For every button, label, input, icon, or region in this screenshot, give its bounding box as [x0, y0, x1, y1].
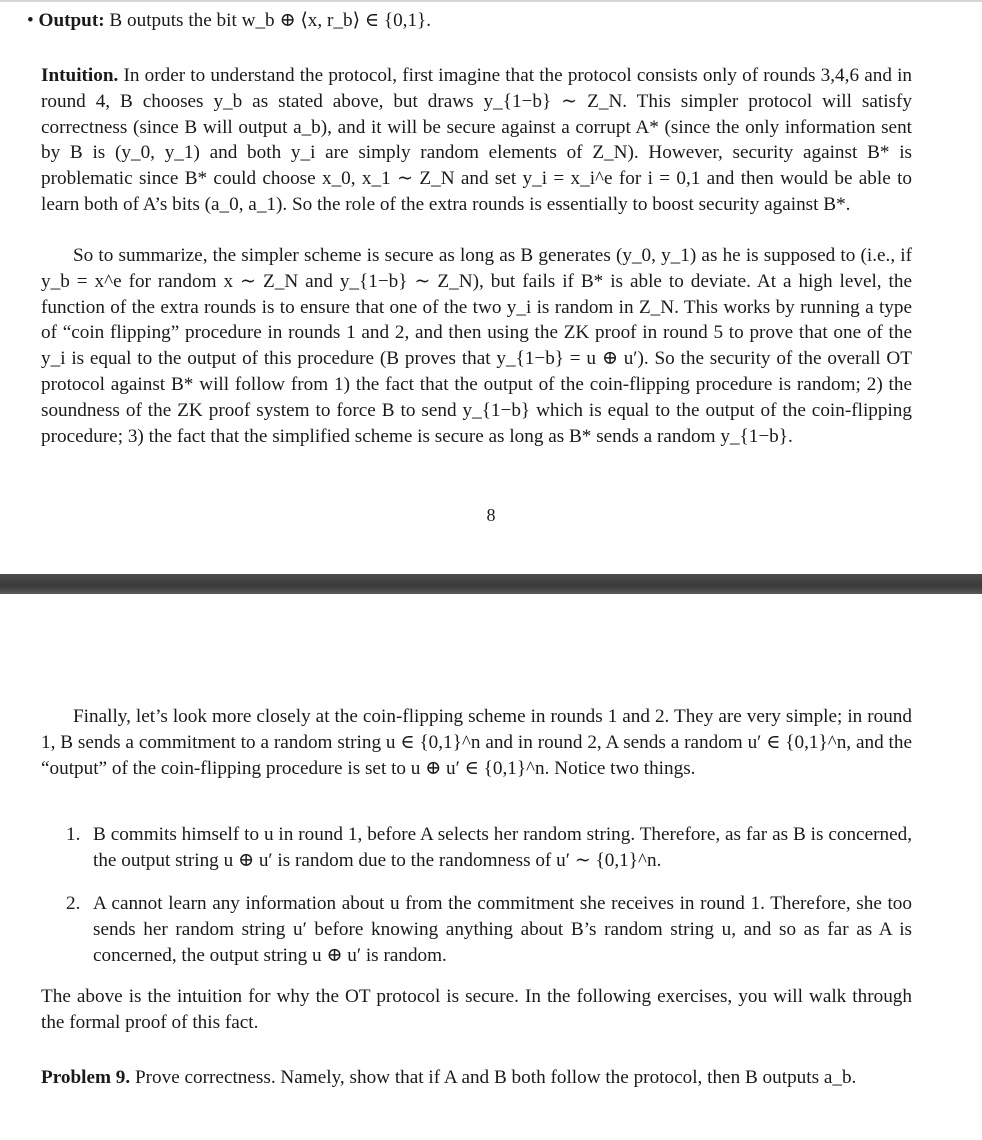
summary-text: So to summarize, the simpler scheme is secure as long as B generates (y_0, y_1) as he is supposed to (i.e., if y_b = x^e for random x ∼ Z_N and y_{1−b} ∼ Z_N), but fails if B* is able to deviate. At a high level, the function of the extra rounds is to ensure that one of the two y_i is random in Z_N. This works by running a type of “coin flipping” procedure in rounds 1 and 2, and then using the ZK proof in round 5 to prove that one of the y_i is equal to the output of this procedure (B proves that y_{1−b} = u ⊕ u′). So the security of the overall OT protocol against B* will follow from 1) the fact that the output of the coin-flipping procedure is random; 2) the soundness of the ZK proof system to force B to send y_{1−b} which is equal to the output of the coin-flipping procedure; 3) the fact that the simplified scheme is secure as long as B* sends a random y_{1−b}.	[41, 245, 912, 447]
page-separator	[0, 574, 982, 594]
output-text: B outputs the bit w_b ⊕ ⟨x, r_b⟩ ∈ {0,1}.	[109, 10, 432, 31]
intuition-label: Intuition.	[41, 65, 119, 86]
list-item	[66, 822, 912, 874]
bullet-icon: •	[27, 10, 34, 31]
closing-paragraph	[41, 984, 912, 1036]
problem-text: Prove correctness. Namely, show that if A and B both follow the protocol, then B outputs a_b.	[134, 1067, 857, 1088]
coin-flipping-paragraph	[41, 704, 912, 781]
coin-flipping-text: Finally, let’s look more closely at the coin-flipping scheme in rounds 1 and 2. They are very simple; in round 1, B sends a commitment to a random string u ∈ {0,1}^n and in round 2, A sends a random u′ ∈ {0,1}^n, and the “output” of the coin-flipping procedure is set to u ⊕ u′ ∈ {0,1}^n. Notice two things.	[41, 706, 912, 779]
intuition-text: In order to understand the protocol, first imagine that the protocol consists only of rounds 3,4,6 and in round 4, B chooses y_b as stated above, but draws y_{1−b} ∼ Z_N. This simpler protocol will satisfy correctness (since B will output a_b), and it will be secure against a corrupt A* (since the only information sent by B is (y_0, y_1) and both y_i are simply random elements of Z_N). However, security against B* is problematic since B* could choose x_0, x_1 ∼ Z_N and set y_i = x_i^e for i = 0,1 and then would be able to learn both of A’s bits (a_0, a_1). So the role of the extra rounds is essentially to boost security against B*.	[41, 65, 913, 215]
intuition-paragraph	[41, 63, 912, 218]
list-item-text: A cannot learn any information about u from the commitment she receives in round 1. Therefore, she too sends her random string u′ before knowing anything about B’s random string u, and so as far as A is concerned, the output string u ⊕ u′ is random.	[93, 893, 912, 966]
list-item-number: 2.	[66, 893, 81, 914]
problem-paragraph	[41, 1065, 912, 1091]
output-label: Output:	[38, 10, 105, 31]
page-number: 8	[486, 505, 496, 525]
problem-label: Problem 9.	[41, 1067, 131, 1088]
closing-text: The above is the intuition for why the OT protocol is secure. In the following exercises, you will walk through the formal proof of this fact.	[41, 986, 912, 1033]
output-line	[27, 8, 927, 34]
list-item-text: B commits himself to u in round 1, before A selects her random string. Therefore, as far as B is concerned, the output string u ⊕ u′ is random due to the randomness of u′ ∼ {0,1}^n.	[93, 824, 912, 871]
list-item	[66, 891, 912, 968]
summary-paragraph	[41, 243, 912, 449]
list-item-number: 1.	[66, 824, 81, 845]
document-page-9	[0, 594, 982, 1140]
